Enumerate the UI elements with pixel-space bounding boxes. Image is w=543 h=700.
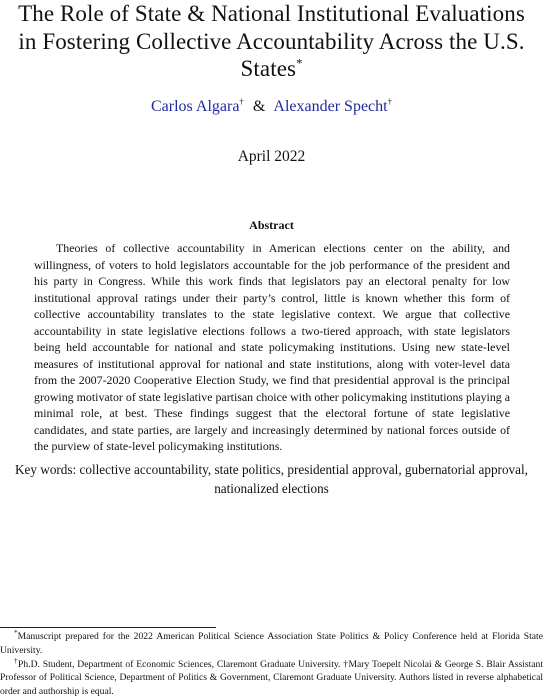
author-name[interactable]: Carlos Algara (151, 98, 240, 115)
abstract-body: Theories of collective accountability in American elections center on the ability, and willingness, of voters to hold legislators accountable for the job performance of the president and his party in Congress. While this work finds that legislators pay an electoral penalty for low institutional approval ratings under their party’s control, little is known whether this form of collective accountability translates to the state legislative context. We argue that collective accountability in state legislative elections follows a two-tiered approach, with state legislators being held accountable for national and state policymaking institutions. Using new state-level measures of institutional approval for national and state institutions, along with voter-level data from the 2007-2020 Cooperative Election Study, we find that presidential approval is the principal growing motivator of state legislative partisan choice with other policymaking institutions playing a minimal role, at best. These findings suggest that the electoral fortune of state legislative candidates, and state parties, are largely and increasingly determined by national forces outside of the purview of state-level policymaking institutions. (34, 241, 510, 453)
title-line-3: States (240, 56, 297, 81)
author-list (0, 97, 543, 117)
author-footnote-marker: † (387, 96, 392, 107)
footnote (0, 630, 543, 658)
footnote-text: Manuscript prepared for the 2022 American Political Science Association State Politics & Policy Conference held at Florida State University. (0, 631, 543, 656)
paper-title (0, 0, 543, 83)
title-footnote-marker: * (296, 56, 303, 71)
title-line-1: The Role of State & National Institutional Evaluations (18, 1, 525, 26)
publication-date: April 2022 (237, 148, 306, 165)
footnotes (0, 630, 543, 699)
footnote-marker: † (14, 656, 19, 665)
footnote (0, 658, 543, 699)
footnote-marker: * (14, 628, 18, 637)
keywords: Key words: collective accountability, state politics, presidential approval, gubernatorial approval, nationalized elections (15, 462, 528, 496)
author-name[interactable]: Alexander Specht (273, 98, 388, 115)
abstract-heading: Abstract (249, 218, 294, 232)
footnote-divider (0, 627, 216, 628)
author-footnote-marker: † (239, 96, 244, 107)
author-separator: & (252, 98, 266, 115)
footnote-text: Ph.D. Student, Department of Economic Sciences, Claremont Graduate University. †Mary Toepelt Nicolai & George S. Blair Assistant Professor of Political Science, Department of Politics & Government, Claremont Graduate University. Authors listed in reverse alphabetical order and authorship is equal. (0, 658, 543, 698)
title-line-2: in Fostering Collective Accountability Across the U.S. (18, 28, 525, 54)
